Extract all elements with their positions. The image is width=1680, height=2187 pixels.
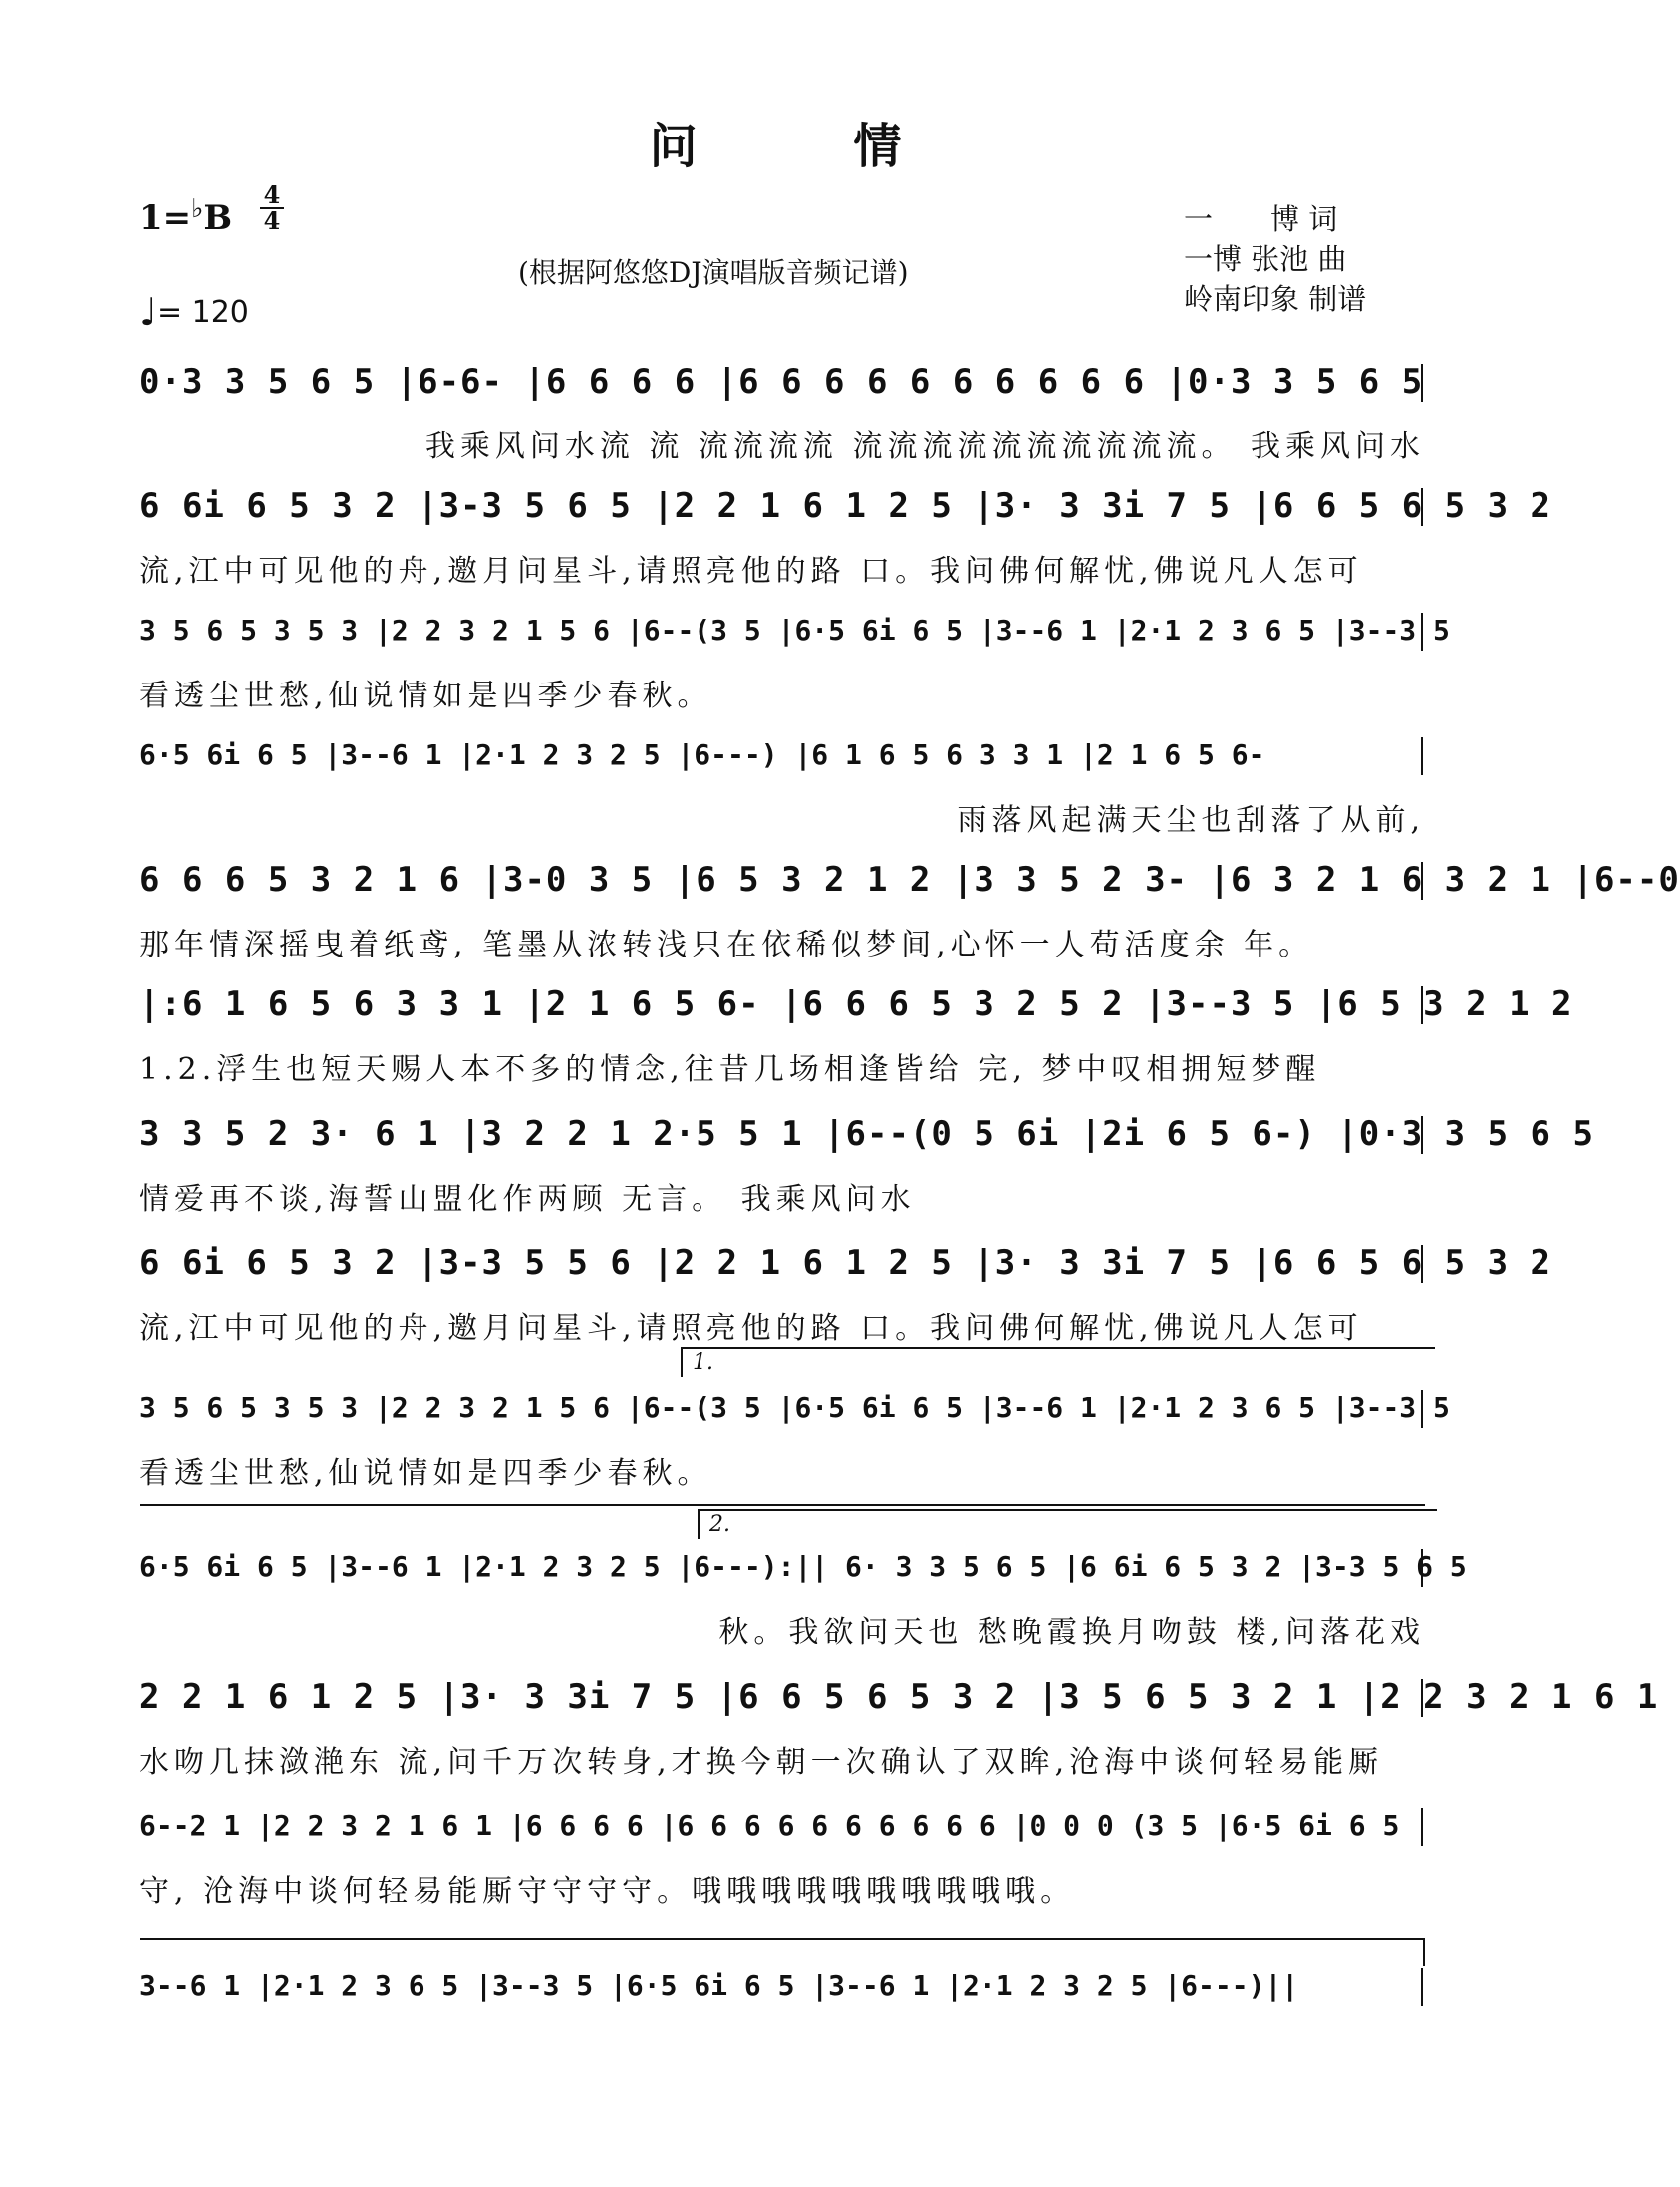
notation-line: 6--2 1 |2 2 3 2 1 6 1 |6 6 6 6 |6 6 6 6 6 6 6 6 6 6 |0 0 0 (3 5 |6·5 6i 6 5 bbox=[140, 1798, 1425, 1854]
lyrics-line: 流,江中可见他的舟,邀月问星斗,请照亮他的路 口。我问佛何解忧,佛说凡人怎可 bbox=[140, 554, 1363, 589]
notation-line: 0·3 3 5 6 5 |6-6- |6 6 6 6 |6 6 6 6 6 6 6 6 6 6 |0·3 3 5 6 5 bbox=[140, 354, 1425, 410]
transcriber-credit: 岭南印象 制谱 bbox=[1184, 282, 1367, 316]
flat-sign: ♭ bbox=[191, 194, 204, 224]
time-signature-bottom: 4 bbox=[263, 206, 281, 235]
tempo-marking bbox=[140, 287, 249, 334]
notation-line: 2 2 1 6 1 2 5 |3· 3 3i 7 5 |6 6 5 6 5 3 2 |3 5 6 5 3 2 1 |2 2 3 2 1 6 1 bbox=[140, 1669, 1425, 1725]
lyricist-credit: 一 博 词 bbox=[1184, 202, 1338, 236]
composer-credit: 一博 张池 曲 bbox=[1184, 242, 1347, 276]
notation-line: 6 6i 6 5 3 2 |3-3 5 6 5 |2 2 1 6 1 2 5 |3· 3 3i 7 5 |6 6 5 6 5 3 2 bbox=[140, 478, 1425, 534]
notation-line: 3--6 1 |2·1 2 3 6 5 |3--3 5 |6·5 6i 6 5 |3--6 1 |2·1 2 3 2 5 |6---)|| bbox=[140, 1958, 1425, 2014]
first-ending-bracket: 1. bbox=[681, 1347, 1435, 1377]
notation-line: 3 5 6 5 3 5 3 |2 2 3 2 1 5 6 |6--(3 5 |6·5 6i 6 5 |3--6 1 |2·1 2 3 6 5 |3--3 5 bbox=[140, 603, 1425, 659]
lyrics-line: 1.2.浮生也短天赐人本不多的情念,往昔几场相逢皆给 完, 梦中叹相拥短梦醒 bbox=[140, 1052, 1321, 1087]
time-signature bbox=[257, 180, 287, 235]
tempo-value: = 120 bbox=[156, 295, 249, 330]
ending-divider bbox=[140, 1504, 1425, 1506]
lyrics-line: 那年情深摇曳着纸鸢, 笔墨从浓转浅只在依稀似梦间,心怀一人苟活度余 年。 bbox=[140, 928, 1314, 962]
key-prefix: 1= bbox=[140, 198, 192, 238]
subtitle: (根据阿悠悠DJ演唱版音频记谱) bbox=[518, 256, 909, 289]
notation-line: 6 6 6 5 3 2 1 6 |3-0 3 5 |6 5 3 2 1 2 |3 3 5 2 3- |6 3 2 1 6 3 2 1 |6--0 bbox=[140, 852, 1425, 908]
lyrics-line: 情爱再不谈,海誓山盟化作两顾 无言。 我乘风问水 bbox=[140, 1182, 916, 1217]
credits bbox=[1184, 199, 1443, 319]
notation-line: 3 3 5 2 3· 6 1 |3 2 2 1 2·5 5 1 |6--(0 5 6i |2i 6 5 6-) |0·3 3 5 6 5 bbox=[140, 1106, 1425, 1162]
song-title: 问 情 bbox=[649, 119, 972, 174]
quarter-note-icon: ♩ bbox=[140, 290, 157, 334]
key-note: B bbox=[203, 198, 233, 238]
lyrics-line: 守, 沧海中谈何轻易能厮守守守守。哦哦哦哦哦哦哦哦哦哦。 bbox=[140, 1874, 1076, 1909]
notation-line: 3 5 6 5 3 5 3 |2 2 3 2 1 5 6 |6--(3 5 |6·5 6i 6 5 |3--6 1 |2·1 2 3 6 5 |3--3 5 bbox=[140, 1380, 1425, 1436]
notation-line: 6 6i 6 5 3 2 |3-3 5 5 6 |2 2 1 6 1 2 5 |3· 3 3i 7 5 |6 6 5 6 5 3 2 bbox=[140, 1235, 1425, 1291]
second-ending-bracket: 2. bbox=[698, 1509, 1437, 1539]
notation-line: 6·5 6i 6 5 |3--6 1 |2·1 2 3 2 5 |6---):|| 6· 3 3 5 6 5 |6 6i 6 5 3 2 |3-3 5 6 5 bbox=[140, 1539, 1425, 1595]
coda-divider bbox=[140, 1938, 1425, 1940]
lyrics-line: 我乘风问水流 流 流流流流 流流流流流流流流流流。 我乘风问水 bbox=[424, 429, 1425, 464]
lyrics-line: 秋。我欲问天也 愁晚霞换月吻鼓 楼,问落花戏 bbox=[718, 1615, 1425, 1650]
lyrics-line: 流,江中可见他的舟,邀月问星斗,请照亮他的路 口。我问佛何解忧,佛说凡人怎可 bbox=[140, 1311, 1363, 1346]
notation-line: 6·5 6i 6 5 |3--6 1 |2·1 2 3 2 5 |6---) |6 1 6 5 6 3 3 1 |2 1 6 5 6- bbox=[140, 727, 1425, 783]
notation-line: |:6 1 6 5 6 3 3 1 |2 1 6 5 6- |6 6 6 5 3 2 5 2 |3--3 5 |6 5 3 2 1 2 bbox=[140, 976, 1425, 1032]
key-signature bbox=[140, 194, 232, 238]
lyrics-line: 看透尘世愁,仙说情如是四季少春秋。 bbox=[140, 1456, 712, 1491]
lyrics-line: 水吻几抹潋滟东 流,问千万次转身,才换今朝一次确认了双眸,沧海中谈何轻易能厮 bbox=[140, 1745, 1384, 1779]
lyrics-line: 看透尘世愁,仙说情如是四季少春秋。 bbox=[140, 679, 712, 713]
lyrics-line: 雨落风起满天尘也刮落了从前, bbox=[957, 803, 1425, 838]
time-signature-top: 4 bbox=[263, 180, 281, 209]
